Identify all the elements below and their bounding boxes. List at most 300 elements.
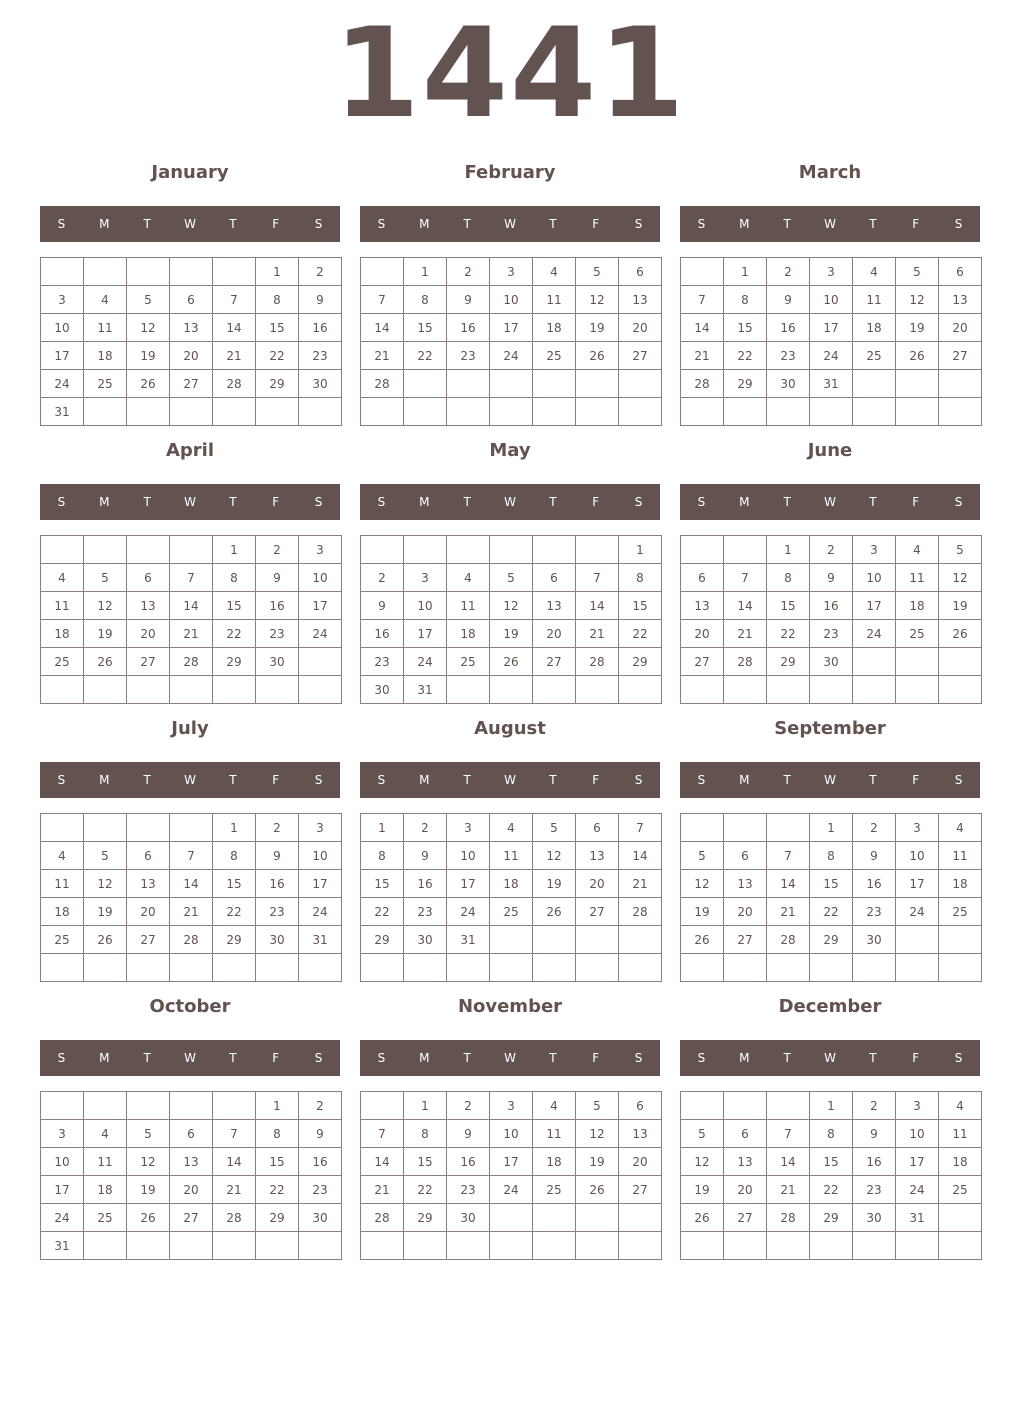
day-cell: 4 [533, 1092, 576, 1120]
day-cell [299, 954, 342, 982]
day-cell: 10 [41, 314, 84, 342]
month-title: June [807, 440, 853, 461]
day-cell: 7 [213, 286, 256, 314]
month-grid [680, 1091, 982, 1260]
day-cell: 9 [299, 1120, 342, 1148]
day-cell: 5 [127, 286, 170, 314]
day-cell: 1 [404, 1092, 447, 1120]
day-cell: 1 [810, 814, 853, 842]
day-cell: 7 [576, 564, 619, 592]
week-row [41, 398, 342, 426]
day-cell: 21 [619, 870, 662, 898]
day-cell [767, 1232, 810, 1260]
day-cell: 24 [41, 1204, 84, 1232]
day-cell: 7 [170, 564, 213, 592]
day-cell: 1 [724, 258, 767, 286]
day-cell [170, 954, 213, 982]
day-cell: 30 [853, 1204, 896, 1232]
day-cell: 19 [84, 620, 127, 648]
weekday-header [680, 484, 980, 520]
month-grid [360, 813, 662, 982]
day-cell: 10 [896, 1120, 939, 1148]
day-cell: 28 [724, 648, 767, 676]
month-grid [40, 257, 342, 426]
day-cell: 23 [256, 620, 299, 648]
day-cell [84, 814, 127, 842]
day-cell: 1 [619, 536, 662, 564]
day-cell: 2 [256, 536, 299, 564]
day-cell: 18 [896, 592, 939, 620]
month-grid [360, 1091, 662, 1260]
weekday-label: W [504, 217, 516, 231]
day-cell: 4 [533, 258, 576, 286]
day-cell: 29 [213, 648, 256, 676]
day-cell: 16 [404, 870, 447, 898]
day-cell: 13 [939, 286, 982, 314]
day-cell: 30 [299, 370, 342, 398]
day-cell [724, 536, 767, 564]
day-cell [127, 814, 170, 842]
day-cell: 1 [256, 258, 299, 286]
week-row [681, 536, 982, 564]
weekday-label: S [377, 773, 386, 787]
day-cell: 2 [361, 564, 404, 592]
weekday-label: S [634, 1051, 643, 1065]
day-cell: 21 [576, 620, 619, 648]
weekday-label: W [504, 773, 516, 787]
weekday-label: F [272, 1051, 280, 1065]
day-cell [724, 954, 767, 982]
day-cell: 15 [213, 870, 256, 898]
day-cell: 5 [533, 814, 576, 842]
week-row [681, 926, 982, 954]
weekday-label: W [184, 217, 196, 231]
day-cell: 3 [896, 1092, 939, 1120]
day-cell [853, 648, 896, 676]
day-cell: 19 [127, 342, 170, 370]
weekday-header [360, 1040, 660, 1076]
day-cell: 21 [681, 342, 724, 370]
week-row [41, 814, 342, 842]
day-cell [681, 398, 724, 426]
day-cell: 13 [576, 842, 619, 870]
day-cell: 15 [767, 592, 810, 620]
month-title: March [798, 162, 862, 183]
day-cell: 27 [170, 370, 213, 398]
day-cell [724, 1092, 767, 1120]
day-cell: 1 [810, 1092, 853, 1120]
day-cell [681, 536, 724, 564]
month-title: May [489, 440, 531, 461]
week-row [41, 648, 342, 676]
day-cell: 15 [404, 314, 447, 342]
weekday-label: F [592, 773, 600, 787]
day-cell: 16 [447, 314, 490, 342]
week-row [361, 286, 662, 314]
day-cell [84, 258, 127, 286]
day-cell: 16 [447, 1148, 490, 1176]
day-cell: 5 [681, 842, 724, 870]
day-cell: 31 [41, 398, 84, 426]
day-cell: 24 [299, 620, 342, 648]
day-cell [533, 1232, 576, 1260]
weekday-label: T [229, 217, 237, 231]
day-cell: 22 [724, 342, 767, 370]
week-row [681, 564, 982, 592]
day-cell: 10 [404, 592, 447, 620]
day-cell: 16 [256, 592, 299, 620]
day-cell [170, 398, 213, 426]
day-cell: 23 [810, 620, 853, 648]
day-cell [767, 398, 810, 426]
day-cell: 9 [447, 1120, 490, 1148]
day-cell: 20 [170, 1176, 213, 1204]
weekday-label: S [314, 495, 323, 509]
day-cell: 18 [853, 314, 896, 342]
day-cell: 22 [213, 620, 256, 648]
day-cell: 21 [213, 342, 256, 370]
day-cell [127, 676, 170, 704]
day-cell: 31 [810, 370, 853, 398]
day-cell [724, 676, 767, 704]
day-cell: 24 [490, 342, 533, 370]
week-row [361, 898, 662, 926]
day-cell: 22 [810, 1176, 853, 1204]
week-row [361, 842, 662, 870]
day-cell: 16 [299, 1148, 342, 1176]
weekday-header [360, 206, 660, 242]
day-cell [84, 1232, 127, 1260]
day-cell: 14 [576, 592, 619, 620]
week-row [361, 676, 662, 704]
week-row [681, 1092, 982, 1120]
day-cell: 4 [939, 1092, 982, 1120]
day-cell [256, 1232, 299, 1260]
day-cell: 29 [724, 370, 767, 398]
day-cell [533, 370, 576, 398]
day-cell: 30 [810, 648, 853, 676]
day-cell: 1 [404, 258, 447, 286]
day-cell [361, 398, 404, 426]
month-grid [40, 535, 342, 704]
day-cell: 8 [810, 842, 853, 870]
day-cell: 3 [447, 814, 490, 842]
day-cell: 12 [576, 286, 619, 314]
day-cell [404, 536, 447, 564]
day-cell: 17 [41, 342, 84, 370]
week-row [41, 1092, 342, 1120]
weekday-header [680, 762, 980, 798]
week-row [41, 564, 342, 592]
day-cell: 6 [619, 258, 662, 286]
day-cell: 24 [490, 1176, 533, 1204]
day-cell [767, 814, 810, 842]
day-cell [41, 258, 84, 286]
month-title: December [778, 996, 882, 1017]
day-cell [84, 676, 127, 704]
day-cell: 22 [810, 898, 853, 926]
weekday-label: S [697, 773, 706, 787]
day-cell: 10 [896, 842, 939, 870]
month-title: August [474, 718, 546, 739]
day-cell [404, 954, 447, 982]
weekday-label: S [634, 217, 643, 231]
day-cell: 14 [767, 1148, 810, 1176]
day-cell [853, 398, 896, 426]
day-cell: 11 [853, 286, 896, 314]
week-row [681, 648, 982, 676]
day-cell [619, 676, 662, 704]
day-cell: 11 [896, 564, 939, 592]
day-cell [490, 398, 533, 426]
day-cell: 14 [170, 592, 213, 620]
week-row [361, 1176, 662, 1204]
week-row [361, 814, 662, 842]
weekday-label: S [314, 1051, 323, 1065]
day-cell [127, 1092, 170, 1120]
week-row [681, 1148, 982, 1176]
day-cell [447, 370, 490, 398]
day-cell: 3 [896, 814, 939, 842]
day-cell: 26 [490, 648, 533, 676]
day-cell: 4 [853, 258, 896, 286]
week-row [41, 342, 342, 370]
week-row [361, 592, 662, 620]
day-cell: 31 [447, 926, 490, 954]
day-cell: 19 [576, 1148, 619, 1176]
day-cell: 14 [361, 1148, 404, 1176]
day-cell: 17 [896, 870, 939, 898]
day-cell [490, 954, 533, 982]
day-cell: 17 [853, 592, 896, 620]
weekday-label: T [143, 217, 151, 231]
day-cell [853, 676, 896, 704]
day-cell: 2 [447, 258, 490, 286]
day-cell: 30 [447, 1204, 490, 1232]
day-cell: 11 [41, 870, 84, 898]
week-row [41, 954, 342, 982]
day-cell: 17 [896, 1148, 939, 1176]
week-row [41, 620, 342, 648]
day-cell: 11 [84, 314, 127, 342]
day-cell: 15 [810, 870, 853, 898]
week-row [361, 954, 662, 982]
weekday-label: F [912, 1051, 920, 1065]
day-cell: 14 [170, 870, 213, 898]
day-cell: 30 [404, 926, 447, 954]
day-cell [170, 258, 213, 286]
day-cell: 20 [681, 620, 724, 648]
weekday-header [360, 484, 660, 520]
day-cell: 28 [170, 648, 213, 676]
day-cell: 4 [490, 814, 533, 842]
weekday-label: T [869, 1051, 877, 1065]
day-cell: 23 [853, 898, 896, 926]
week-row [361, 620, 662, 648]
weekday-label: S [377, 217, 386, 231]
weekday-label: T [143, 1051, 151, 1065]
day-cell [170, 676, 213, 704]
day-cell: 23 [361, 648, 404, 676]
weekday-label: T [463, 217, 471, 231]
day-cell [447, 398, 490, 426]
day-cell [681, 676, 724, 704]
day-cell: 17 [299, 592, 342, 620]
week-row [41, 258, 342, 286]
day-cell: 1 [256, 1092, 299, 1120]
day-cell: 30 [256, 926, 299, 954]
weekday-label: T [229, 495, 237, 509]
weekday-header [40, 1040, 340, 1076]
day-cell [896, 398, 939, 426]
day-cell: 16 [256, 870, 299, 898]
day-cell: 26 [127, 370, 170, 398]
day-cell: 9 [256, 842, 299, 870]
day-cell [619, 1232, 662, 1260]
day-cell [576, 954, 619, 982]
day-cell: 4 [447, 564, 490, 592]
weekday-header [40, 484, 340, 520]
day-cell: 25 [490, 898, 533, 926]
day-cell: 24 [41, 370, 84, 398]
weekday-label: S [954, 773, 963, 787]
day-cell [810, 1232, 853, 1260]
day-cell [767, 1092, 810, 1120]
day-cell: 31 [299, 926, 342, 954]
day-cell: 4 [41, 564, 84, 592]
day-cell [490, 1204, 533, 1232]
day-cell [361, 954, 404, 982]
day-cell: 10 [810, 286, 853, 314]
day-cell: 21 [767, 898, 810, 926]
weekday-label: T [783, 495, 791, 509]
day-cell: 6 [533, 564, 576, 592]
day-cell: 8 [619, 564, 662, 592]
day-cell: 20 [576, 870, 619, 898]
day-cell: 14 [619, 842, 662, 870]
day-cell: 20 [127, 898, 170, 926]
day-cell: 6 [576, 814, 619, 842]
day-cell: 9 [767, 286, 810, 314]
day-cell: 21 [767, 1176, 810, 1204]
month-title: February [464, 162, 556, 183]
day-cell: 29 [213, 926, 256, 954]
day-cell: 8 [767, 564, 810, 592]
day-cell: 3 [853, 536, 896, 564]
day-cell: 19 [681, 1176, 724, 1204]
weekday-label: T [143, 495, 151, 509]
day-cell: 23 [256, 898, 299, 926]
day-cell: 12 [681, 870, 724, 898]
day-cell: 7 [767, 842, 810, 870]
weekday-label: S [954, 495, 963, 509]
day-cell [896, 648, 939, 676]
weekday-label: S [377, 1051, 386, 1065]
day-cell: 28 [213, 1204, 256, 1232]
day-cell: 24 [299, 898, 342, 926]
week-row [361, 648, 662, 676]
week-row [681, 342, 982, 370]
day-cell [41, 1092, 84, 1120]
week-row [41, 370, 342, 398]
week-row [41, 1232, 342, 1260]
day-cell [853, 370, 896, 398]
day-cell [213, 258, 256, 286]
weekday-label: T [549, 773, 557, 787]
day-cell: 27 [127, 648, 170, 676]
day-cell [41, 536, 84, 564]
day-cell: 14 [724, 592, 767, 620]
weekday-label: S [697, 1051, 706, 1065]
weekday-header [680, 206, 980, 242]
day-cell: 18 [533, 1148, 576, 1176]
day-cell: 11 [939, 842, 982, 870]
weekday-label: W [824, 217, 836, 231]
day-cell: 12 [490, 592, 533, 620]
day-cell: 9 [404, 842, 447, 870]
weekday-label: T [549, 1051, 557, 1065]
day-cell [810, 398, 853, 426]
weekday-label: S [697, 495, 706, 509]
weekday-label: M [99, 217, 110, 231]
day-cell: 15 [256, 314, 299, 342]
day-cell: 16 [299, 314, 342, 342]
day-cell: 21 [361, 342, 404, 370]
day-cell: 24 [853, 620, 896, 648]
day-cell: 25 [853, 342, 896, 370]
day-cell: 27 [619, 1176, 662, 1204]
day-cell: 15 [256, 1148, 299, 1176]
weekday-label: F [592, 495, 600, 509]
day-cell: 17 [490, 1148, 533, 1176]
day-cell: 29 [256, 1204, 299, 1232]
day-cell: 13 [533, 592, 576, 620]
day-cell [576, 926, 619, 954]
day-cell [853, 954, 896, 982]
day-cell [533, 1204, 576, 1232]
day-cell: 5 [896, 258, 939, 286]
day-cell: 23 [853, 1176, 896, 1204]
day-cell: 26 [939, 620, 982, 648]
day-cell: 26 [576, 342, 619, 370]
week-row [681, 1176, 982, 1204]
week-row [361, 1092, 662, 1120]
day-cell: 10 [490, 286, 533, 314]
day-cell: 13 [724, 870, 767, 898]
day-cell: 3 [490, 1092, 533, 1120]
day-cell [810, 954, 853, 982]
day-cell: 12 [127, 314, 170, 342]
weekday-label: F [912, 773, 920, 787]
day-cell: 27 [724, 926, 767, 954]
day-cell: 6 [724, 842, 767, 870]
day-cell [767, 954, 810, 982]
week-row [361, 1148, 662, 1176]
day-cell: 20 [939, 314, 982, 342]
weekday-label: M [419, 773, 430, 787]
day-cell: 26 [533, 898, 576, 926]
day-cell: 27 [576, 898, 619, 926]
weekday-label: F [592, 1051, 600, 1065]
day-cell [299, 1232, 342, 1260]
day-cell: 12 [127, 1148, 170, 1176]
day-cell: 21 [724, 620, 767, 648]
day-cell: 24 [404, 648, 447, 676]
day-cell: 23 [299, 342, 342, 370]
day-cell: 14 [361, 314, 404, 342]
day-cell [490, 370, 533, 398]
day-cell: 26 [576, 1176, 619, 1204]
